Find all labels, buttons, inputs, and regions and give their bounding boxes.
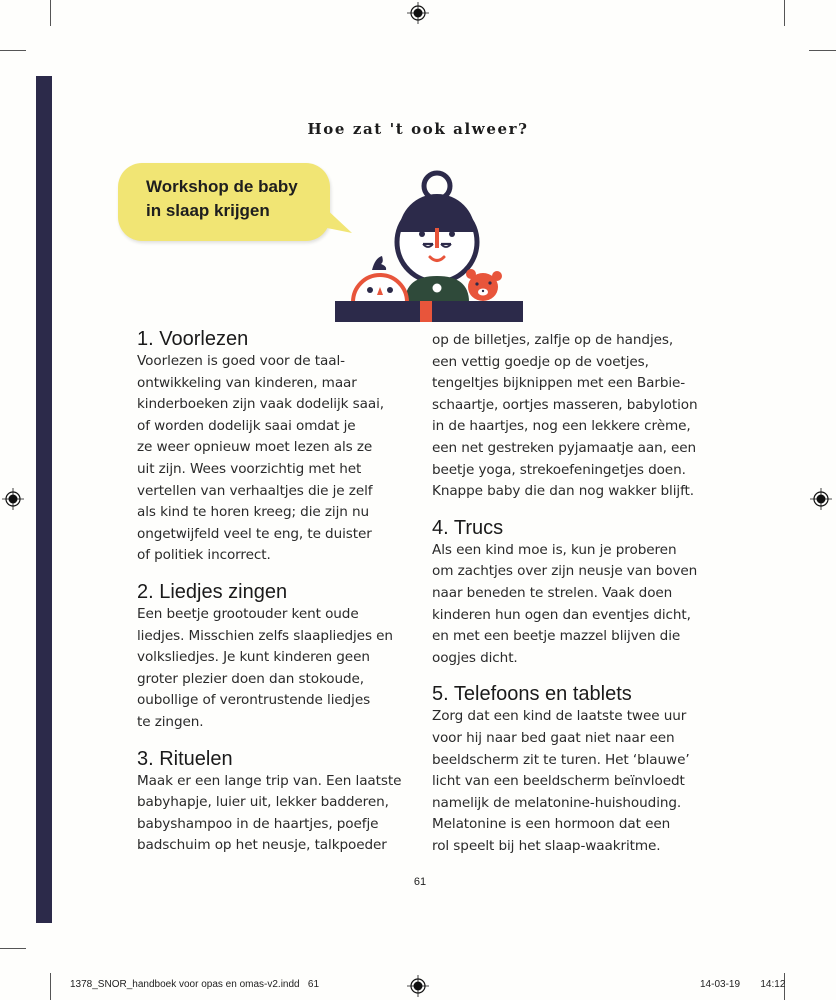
registration-mark-right-icon: [810, 488, 832, 510]
text-column-left: [137, 327, 422, 870]
section-heading: 3. Rituelen: [137, 747, 233, 770]
crop-mark-top-left-v: [50, 0, 51, 26]
section-trucs: [432, 516, 717, 670]
registration-mark-bottom-icon: [407, 975, 429, 997]
section-heading: 5. Telefoons en tablets: [432, 683, 632, 706]
section-telefoons-en-tablets: [432, 682, 717, 857]
teddy-bear-icon: [466, 269, 502, 301]
section-heading: 1. Voorlezen: [137, 328, 249, 350]
crop-mark-top-right-h: [809, 50, 836, 51]
section-rituelen-continued: [432, 330, 717, 503]
table-icon: [335, 301, 523, 322]
print-slug-datetime: 14-03-19 14:12: [700, 979, 786, 990]
baby-icon: [353, 256, 407, 302]
text-column-right: [432, 330, 717, 870]
section-body: Maak er een lange trip van. Een laatste babyhapje, luier uit, lekker badderen, babyshampoo in de haartjes, poefje badschuim op het neusje, talkpoeder: [137, 772, 402, 854]
grandma-icon: [397, 173, 477, 302]
chapter-side-bar: [36, 76, 52, 923]
section-body: Als een kind moe is, kun je proberen om zachtjes over zijn neusje van boven naar beneden te strelen. Vaak doen kinderen hun ogen dan eventjes dicht, en met een beetje mazzel blijven die oogjes dicht.: [432, 541, 698, 666]
print-slug-filename: 1378_SNOR_handboek voor opas en omas-v2.indd 61: [70, 979, 320, 990]
section-body: Een beetje grootouder kent oude liedjes. Misschien zelfs slaapliedjes en volksliedjes. Je kunt kinderen geen groter plezier doen dan stokoude, oubollige of verontrustende liedjes te zingen.: [137, 605, 393, 730]
section-heading: 2. Liedjes zingen: [137, 580, 288, 603]
section-liedjes-zingen: [137, 580, 422, 734]
registration-mark-top-icon: [407, 2, 429, 24]
section-body: Zorg dat een kind de laatste twee uur voor hij naar bed gaat niet naar een beeldscherm zit te turen. Het ‘blauwe’ licht van een beeldscherm beïnvloedt namelijk de melatonine-huishouding. Melatonine is een hormoon dat een rol speelt bij het slaap-waakritme.: [432, 708, 690, 854]
section-body: Voorlezen is goed voor de taal- ontwikkeling van kinderen, maar kinderboeken zijn vaak dodelijk saai, of worden dodelijk saai omdat je ze weer opnieuw moet lezen als ze uit zijn. Wees voorzichtig met het vertellen van verhaaltjes die je zelf als kind te horen kreeg; die zijn nu ongetwijfeld veel te eng, te duister of politiek incorrect.: [137, 353, 384, 564]
crop-mark-top-left-h: [0, 50, 26, 51]
crop-mark-bottom-left-v: [50, 973, 51, 1000]
section-heading: 4. Trucs: [432, 516, 504, 539]
section-body-continued: op de billetjes, zalfje op de handjes, een vettig goedje op de voetjes, tengeltjes bijknippen met een Barbie- schaartje, oortjes masseren, babylotion in de haartjes, nog een lekkere crème, een net gestreken pyjamaatje aan, een beetje yoga, strekoefeningetjes doen. Knappe baby die dan nog wakker blijft.: [432, 332, 698, 500]
section-kicker: Hoe zat 't ook alweer?: [307, 120, 529, 138]
section-rituelen: [137, 747, 422, 857]
section-voorlezen: [137, 327, 422, 567]
registration-mark-left-icon: [2, 488, 24, 510]
crop-mark-bottom-left-h: [0, 948, 26, 949]
crop-mark-top-right-v: [784, 0, 785, 26]
speech-bubble-text: Workshop de baby in slaap krijgen: [146, 177, 298, 220]
grandma-illustration: [325, 162, 530, 327]
page-number: 61: [413, 876, 427, 888]
